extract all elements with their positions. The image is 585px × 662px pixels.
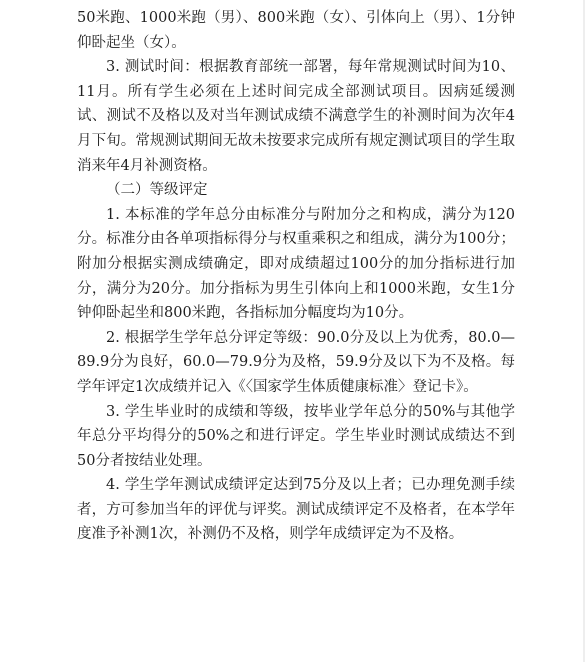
paragraph-test-items-continued: 50米跑、1000米跑（男）、800米跑（女）、引体向上（男）、1分钟仰卧起坐（女）。 — [77, 10, 515, 51]
paragraph-awards-eligibility: 4. 学生学年测试成绩评定达到75分及以上者；已办理免测手续者，方可参加当年的评优与评奖。测试成绩评定不及格者，在本学年度准予补测1次，补测仍不及格，则学年成绩评定为不及格。 — [77, 477, 515, 543]
paragraph-test-time: 3. 测试时间：根据教育部统一部署，每年常规测试时间为10、11月。所有学生必须在上述时间完成全部测试项目。因病延缓测试、测试不及格以及对当年测试成绩不满意学生的补测时间为次年4月下旬。常规测试期间无故未按要求完成所有规定测试项目的学生取消来年4月补测资格。 — [77, 59, 515, 174]
document-body — [77, 6, 515, 547]
paragraph-total-score: 1. 本标准的学年总分由标准分与附加分之和构成，满分为120分。标准分由各单项指标得分与权重乘积之和组成，满分为100分；附加分根据实测成绩确定，即对成绩超过100分的加分指标进行加分，满分为20分。加分指标为男生引体向上和1000米跑，女生1分钟仰卧起坐和800米跑，各指标加分幅度均为10分。 — [77, 206, 515, 322]
paragraph-grade-levels: 2. 根据学生学年总分评定等级：90.0分及以上为优秀，80.0—89.9分为良好，60.0—79.9分为及格，59.9分及以下为不及格。每学年评定1次成绩并记入《〈国家学生体质健康标准〉登记卡》。 — [77, 329, 515, 395]
paragraph-graduation-score: 3. 学生毕业时的成绩和等级，按毕业学年总分的50%与其他学年总分平均得分的50%之和进行评定。学生毕业时测试成绩达不到50分者按结业处理。 — [77, 403, 515, 469]
section-heading-grade-evaluation: （二）等级评定 — [106, 182, 208, 199]
